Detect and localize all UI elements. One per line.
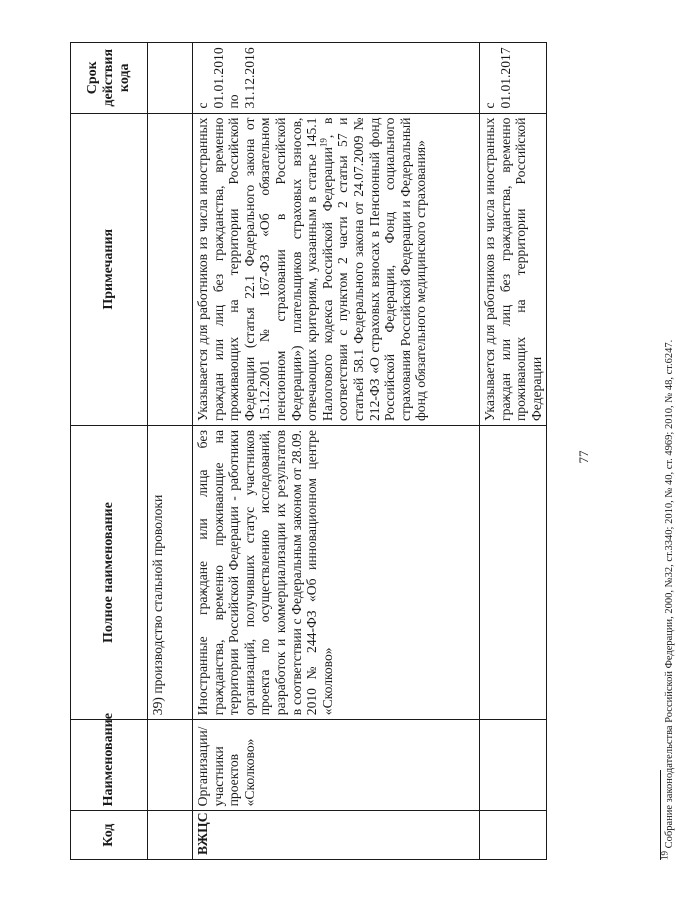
next-name-cell [480, 720, 547, 811]
term-cell: с 01.01.2010 по 31.12.2016 [193, 43, 480, 114]
notes-cell [193, 113, 480, 425]
notes-text-part1: Указывается для работников из числа иностранных граждан или лиц без гражданства, временно проживающих на территории Российской Федерации (статья 22.1 Федерального закона от 15.12.2001 № 167-ФЗ «Об обязательном пенсионном страховании в Российской Федерации») плательщиков страховых взносов, отвечающих критериям, указанным в статье 145.1 Налогового кодекса Российской Федерации [195, 117, 335, 421]
table-header-row [71, 43, 148, 860]
header-full-name: Полное наименование [71, 426, 148, 720]
footnote-marker: 19 [659, 851, 670, 860]
prev-code-cell [148, 811, 193, 860]
footnote-text: Собрание законодательства Российской Федерации, 2000, №32, ст.3340; 2010, № 40, ст. 4969; 2010, № 48, ст.6247. [664, 339, 675, 851]
rotated-page-content [70, 42, 675, 860]
footnote-ref: 19 [318, 138, 329, 148]
header-term: Срок действия кода [71, 43, 148, 114]
prev-name-cell [148, 720, 193, 811]
next-code-cell [480, 811, 547, 860]
header-name: Наименование [71, 720, 148, 811]
next-notes-cell: Указывается для работников из числа иностранных граждан или лиц без гражданства, временно проживающих на территории Российской Федерации [480, 113, 547, 425]
next-term-cell: с 01.01.2017 [480, 43, 547, 114]
footnote-divider [660, 770, 661, 860]
notes-text-part2: , в соответствии с пунктом 2 части 2 статьи 57 и статьей 58.1 Федерального закона от 24.07.2009 № 212-ФЗ «О страховых взносах в Пенсионный фонд Российской Федерации, Фонд социального страхования Российской Федерации и Федеральный фонд обязательного медицинского страхования» [319, 117, 429, 421]
header-notes: Примечания [71, 113, 148, 425]
codes-table [70, 42, 547, 860]
prev-notes-cell [148, 113, 193, 425]
footnote [659, 42, 676, 860]
code-cell: ВЖЦС [193, 811, 480, 860]
full-name-cell: Иностранные граждане или лица без гражданства, временно проживающие на территории Российской Федерации - работники организаций, получивших статус участников проекта по осуществлению исследований, разработок и коммерциализации их результатов в соответствии с Федеральным законом от 28.09. 2010 № 244-ФЗ «Об инновационном центре «Сколково» [193, 426, 480, 720]
name-cell: Организации/участники проектов «Сколково» [193, 720, 480, 811]
table-row [193, 43, 480, 860]
table-row [480, 43, 547, 860]
next-full-name-cell [480, 426, 547, 720]
header-code: Код [71, 811, 148, 860]
prev-term-cell [148, 43, 193, 114]
table-row [148, 43, 193, 860]
page-number: 77 [576, 450, 591, 464]
prev-full-name-cell: 39) производство стальной проволоки [148, 426, 193, 720]
